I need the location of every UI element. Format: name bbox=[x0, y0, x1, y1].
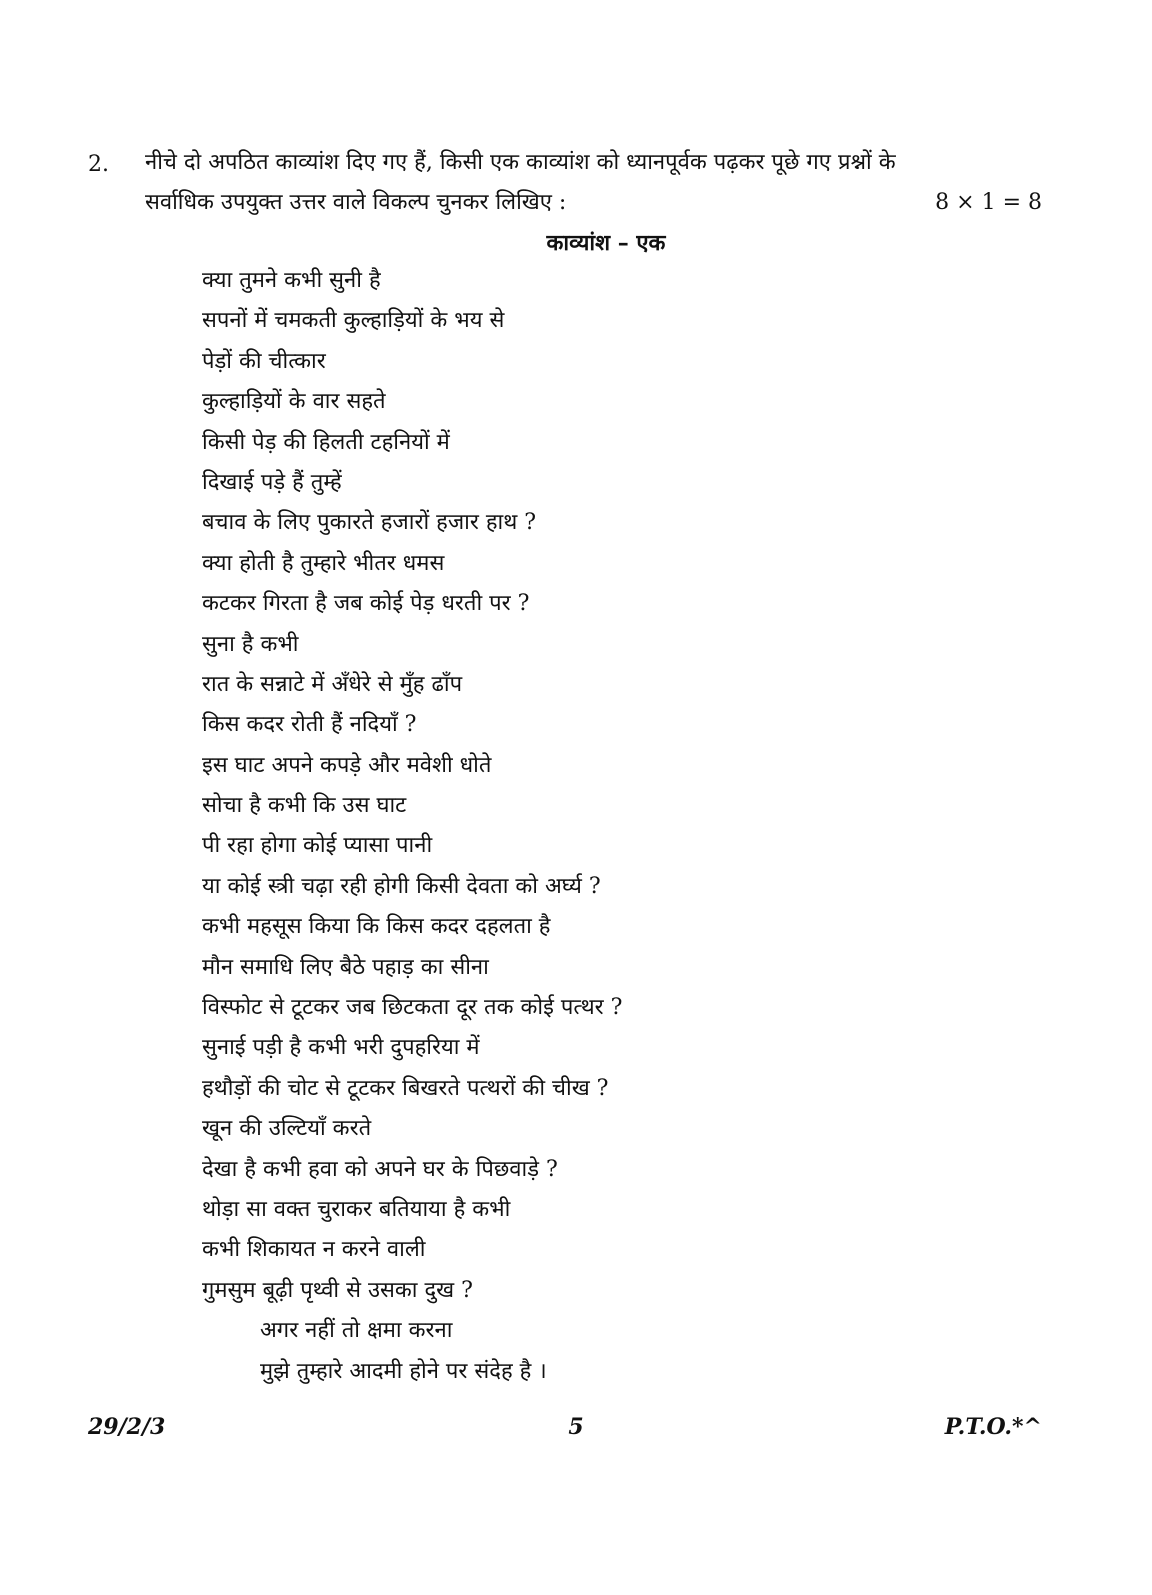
poem-line: या कोई स्त्री चढ़ा रही होगी किसी देवता को अर्घ्य ? bbox=[202, 873, 601, 899]
poem-line: कभी महसूस किया कि किस कदर दहलता है bbox=[202, 914, 551, 940]
marks-allocation: 8 × 1 = 8 bbox=[935, 190, 1042, 215]
poem-line: विस्फोट से टूटकर जब छिटकता दूर तक कोई पत्थर ? bbox=[202, 995, 623, 1021]
question-instruction-line-1: नीचे दो अपठित काव्यांश दिए गए हैं, किसी एक काव्यांश को ध्यानपूर्वक पढ़कर पूछे गए प्रश्नों के bbox=[145, 150, 896, 175]
poem-line: रात के सन्नाटे में अँधेरे से मुँह ढाँप bbox=[202, 671, 463, 697]
poem-line: मुझे तुम्हारे आदमी होने पर संदेह है । bbox=[260, 1358, 547, 1384]
poem-line: मौन समाधि लिए बैठे पहाड़ का सीना bbox=[202, 954, 489, 980]
poem-line: कटकर गिरता है जब कोई पेड़ धरती पर ? bbox=[202, 591, 530, 617]
please-turn-over: P.T.O.*^ bbox=[944, 1414, 1042, 1440]
poem-line: गुमसुम बूढ़ी पृथ्वी से उसका दुख ? bbox=[202, 1277, 473, 1303]
paper-code: 29/2/3 bbox=[88, 1414, 166, 1440]
poem-line: खून की उल्टियाँ करते bbox=[202, 1116, 372, 1142]
poem-line: सोचा है कभी कि उस घाट bbox=[202, 793, 407, 819]
poem-line: पेड़ों की चीत्कार bbox=[202, 348, 326, 374]
poem-line: देखा है कभी हवा को अपने घर के पिछवाड़े ? bbox=[202, 1156, 558, 1182]
poem-line: क्या तुमने कभी सुनी है bbox=[202, 268, 381, 293]
question-instruction-line-2: सर्वाधिक उपयुक्त उत्तर वाले विकल्प चुनकर लिखिए : bbox=[145, 190, 567, 215]
poem-passage bbox=[202, 266, 622, 1397]
poem-line: पी रहा होगा कोई प्यासा पानी bbox=[202, 833, 433, 859]
poem-line: दिखाई पड़े हैं तुम्हें bbox=[202, 469, 342, 495]
poem-line: कभी शिकायत न करने वाली bbox=[202, 1237, 426, 1263]
poem-line: सपनों में चमकती कुल्हाड़ियों के भय से bbox=[202, 308, 505, 334]
poem-line: किसी पेड़ की हिलती टहनियों में bbox=[202, 429, 450, 455]
poem-line: क्या होती है तुम्हारे भीतर धमस bbox=[202, 550, 445, 576]
poem-line: बचाव के लिए पुकारते हजारों हजार हाथ ? bbox=[202, 510, 537, 536]
poem-line: इस घाट अपने कपड़े और मवेशी धोते bbox=[202, 752, 492, 778]
question-number: 2. bbox=[88, 152, 109, 177]
poem-line: कुल्हाड़ियों के वार सहते bbox=[202, 389, 386, 415]
poem-line: सुनाई पड़ी है कभी भरी दुपहरिया में bbox=[202, 1035, 480, 1061]
page-number: 5 bbox=[568, 1414, 584, 1440]
poem-line: थोड़ा सा वक्त चुराकर बतियाया है कभी bbox=[202, 1196, 511, 1222]
poem-line: अगर नहीं तो क्षमा करना bbox=[260, 1318, 453, 1344]
poem-line: हथौड़ों की चोट से टूटकर बिखरते पत्थरों की चीख ? bbox=[202, 1075, 609, 1101]
poem-line: सुना है कभी bbox=[202, 631, 299, 657]
poem-line: किस कदर रोती हैं नदियाँ ? bbox=[202, 712, 417, 738]
section-title: काव्यांश – एक bbox=[546, 230, 666, 256]
